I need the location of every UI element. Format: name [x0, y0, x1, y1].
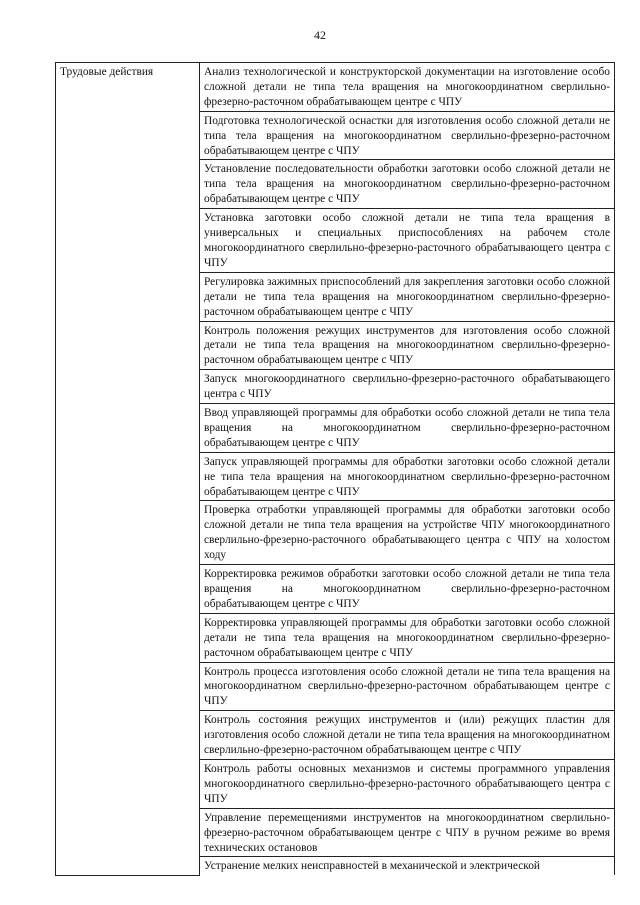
- action-text: Проверка отработки управляющей программы для обработки заготовки особо сложной детали не типа тела вращения на устройстве ЧПУ многокоординатного сверлильно-фрезерно-расточного обрабатывающего центра с ЧПУ на холостом ходу: [200, 501, 615, 565]
- action-text: Запуск управляющей программы для обработки заготовки особо сложной детали не типа тела вращения на многокоординатном сверлильно-фрезерно-расточном обрабатывающем центре с ЧПУ: [200, 452, 615, 501]
- action-text: Установка заготовки особо сложной детали не типа тела вращения в универсальных и специальных приспособлениях на рабочем столе многокоординатного сверлильно-фрезерно-расточного обрабатывающего центра с ЧПУ: [200, 209, 615, 273]
- labor-actions-table: [55, 62, 615, 876]
- action-text: Управление перемещениями инструментов на многокоординатном сверлильно-фрезерно-расточном обрабатывающем центре с ЧПУ в ручном режиме во время технических остановов: [200, 808, 615, 857]
- action-text: Устранение мелких неисправностей в механической и электрической: [200, 857, 615, 875]
- page-number: 42: [314, 28, 326, 42]
- action-text: Ввод управляющей программы для обработки особо сложной детали не типа тела вращения на многокоординатном сверлильно-фрезерно-расточном обрабатывающем центре с ЧПУ: [200, 404, 615, 453]
- action-text: Контроль процесса изготовления особо сложной детали не типа тела вращения на многокоординатном сверлильно-фрезерно-расточном обрабатывающем центре с ЧПУ: [200, 662, 615, 711]
- table-row: [56, 63, 615, 112]
- action-text: Регулировка зажимных приспособлений для закрепления заготовки особо сложной детали не типа тела вращения на многокоординатном сверлильно-фрезерно-расточном обрабатывающем центре с ЧПУ: [200, 272, 615, 321]
- action-text: Контроль положения режущих инструментов для изготовления особо сложной детали не типа тела вращения на многокоординатном сверлильно-фрезерно-расточном обрабатывающем центре с ЧПУ: [200, 321, 615, 370]
- action-text: Корректировка управляющей программы для обработки заготовки особо сложной детали не типа тела вращения на многокоординатном сверлильно-фрезерно-расточном обрабатывающем центре с ЧПУ: [200, 613, 615, 662]
- action-text: Анализ технологической и конструкторской документации на изготовление особо сложной детали не типа тела вращения на многокоординатном сверлильно-фрезерно-расточном обрабатывающем центре с ЧПУ: [200, 63, 615, 112]
- action-text: Корректировка режимов обработки заготовки особо сложной детали не типа тела вращения на многокоординатном сверлильно-фрезерно-расточном обрабатывающем центре с ЧПУ: [200, 565, 615, 614]
- row-label: Трудовые действия: [56, 63, 200, 876]
- action-text: Контроль состояния режущих инструментов и (или) режущих пластин для изготовления особо сложной детали не типа тела вращения на многокоординатном сверлильно-фрезерно-расточном обрабатывающем центре с ЧПУ: [200, 711, 615, 760]
- action-text: Контроль работы основных механизмов и системы программного управления многокоординатного сверлильно-фрезерно-расточного обрабатывающего центра с ЧПУ: [200, 759, 615, 808]
- action-text: Запуск многокоординатного сверлильно-фрезерно-расточного обрабатывающего центра с ЧПУ: [200, 370, 615, 404]
- action-text: Подготовка технологической оснастки для изготовления особо сложной детали не типа тела вращения на многокоординатном сверлильно-фрезерно-расточном обрабатывающем центре с ЧПУ: [200, 111, 615, 160]
- action-text: Установление последовательности обработки заготовки особо сложной детали не типа тела вращения на многокоординатном сверлильно-фрезерно-расточном обрабатывающем центре с ЧПУ: [200, 160, 615, 209]
